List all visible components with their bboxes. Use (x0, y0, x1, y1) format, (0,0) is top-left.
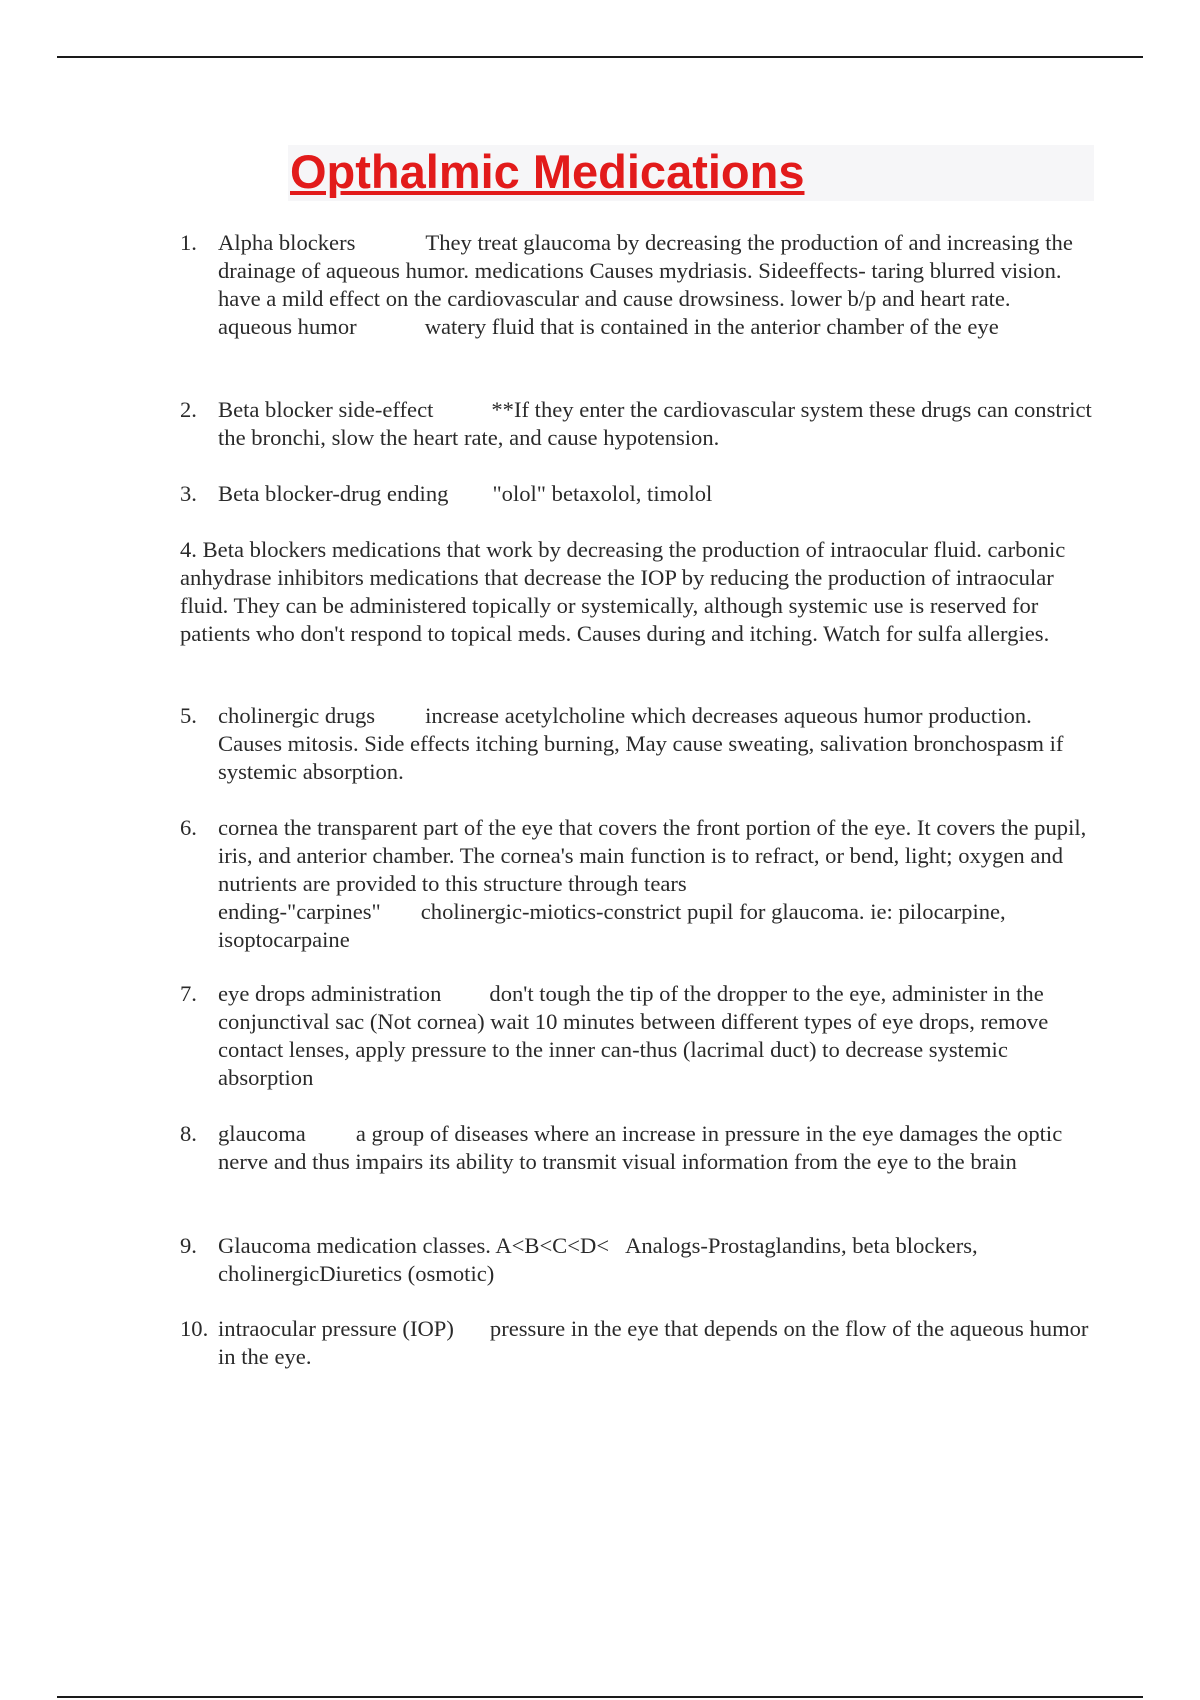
list-item (145, 536, 1100, 648)
item-definition: **If they enter the cardiovascular system these drugs can constrict the bronchi, slow the heart rate, and cause hypotension. (218, 397, 1092, 450)
item-term: Glaucoma medication classes. A<B<C<D< (218, 1233, 610, 1258)
item-sub-term: aqueous humor (218, 314, 357, 339)
item-number: 9. (180, 1233, 197, 1258)
list-item (180, 229, 1100, 341)
list-item (180, 1120, 1100, 1176)
item-definition: the transparent part of the eye that covers the front portion of the eye. It covers the pupil, iris, and anterior chamber. The cornea's main function is to refract, or bend, light; oxygen and nutrients are provided to this structure through tears (218, 815, 1087, 896)
item-definition: Analogs-Prostaglandins, beta blockers, cholinergicDiuretics (osmotic) (218, 1233, 978, 1286)
item-definition: "olol" betaxolol, timolol (492, 481, 713, 506)
item-number: 3. (180, 481, 197, 506)
item-term: cholinergic drugs (218, 703, 376, 728)
item-number: 7. (180, 981, 197, 1006)
item-sub-term: ending-"carpines" (218, 899, 381, 924)
item-sub-definition: watery fluid that is contained in the anterior chamber of the eye (424, 314, 999, 339)
item-number: 1. (180, 230, 197, 255)
item-number: 10. (180, 1316, 209, 1341)
item-number: 4. (180, 537, 197, 562)
item-sub-definition: cholinergic-miotics-constrict pupil for glaucoma. ie: pilocarpine, isoptocarpaine (218, 899, 1006, 952)
item-definition: They treat glaucoma by decreasing the production of and increasing the drainage of aqueous humor. medications Causes mydriasis. Sideeffects- taring blurred vision. have a mild effect on the cardiovascular and cause drowsiness. lower b/p and heart rate. (218, 230, 1073, 311)
list-item (180, 1315, 1100, 1371)
item-definition: pressure in the eye that depends on the flow of the aqueous humor in the eye. (218, 1316, 1089, 1369)
page-title: Opthalmic Medications (290, 145, 805, 198)
list-item (180, 814, 1100, 954)
item-definition: don't tough the tip of the dropper to the eye, administer in the conjunctival sac (Not cornea) wait 10 minutes between different types of eye drops, remove contact lenses, apply pressure to the inner can-thus (lacrimal duct) to decrease systemic absorption (218, 981, 1049, 1090)
item-term: Beta blocker-drug ending (218, 481, 449, 506)
item-number: 8. (180, 1121, 197, 1146)
list-item (180, 396, 1100, 452)
item-term: Beta blockers (202, 537, 327, 562)
top-rule (57, 56, 1143, 58)
item-term: Alpha blockers (218, 230, 356, 255)
item-definition: a group of diseases where an increase in pressure in the eye damages the optic nerve and thus impairs its ability to transmit visual information from the eye to the brain (218, 1121, 1063, 1174)
item-definition: increase acetylcholine which decreases aqueous humor production. Causes mitosis. Side effects itching burning, May cause sweating, salivation bronchospasm if systemic absorption. (218, 703, 1064, 784)
item-term: eye drops administration (218, 981, 442, 1006)
item-term: cornea (218, 815, 279, 840)
bottom-rule (57, 1696, 1143, 1698)
item-term: intraocular pressure (IOP) (218, 1316, 454, 1341)
item-number: 5. (180, 703, 197, 728)
item-number: 6. (180, 815, 197, 840)
list-item (180, 980, 1100, 1092)
list-item (180, 702, 1100, 786)
list-item (180, 480, 1100, 508)
item-definition: medications that work by decreasing the production of intraocular fluid. carbonic anhydrase inhibitors medications that decrease the IOP by reducing the production of intraocular fluid. They can be administered topically or systemically, although systemic use is reserved for patients who don't respond to topical meds. Causes during and itching. Watch for sulfa allergies. (180, 537, 1066, 646)
item-term: Beta blocker side-effect (218, 397, 434, 422)
item-number: 2. (180, 397, 197, 422)
list-item (180, 1232, 1100, 1288)
item-term: glaucoma (218, 1121, 306, 1146)
